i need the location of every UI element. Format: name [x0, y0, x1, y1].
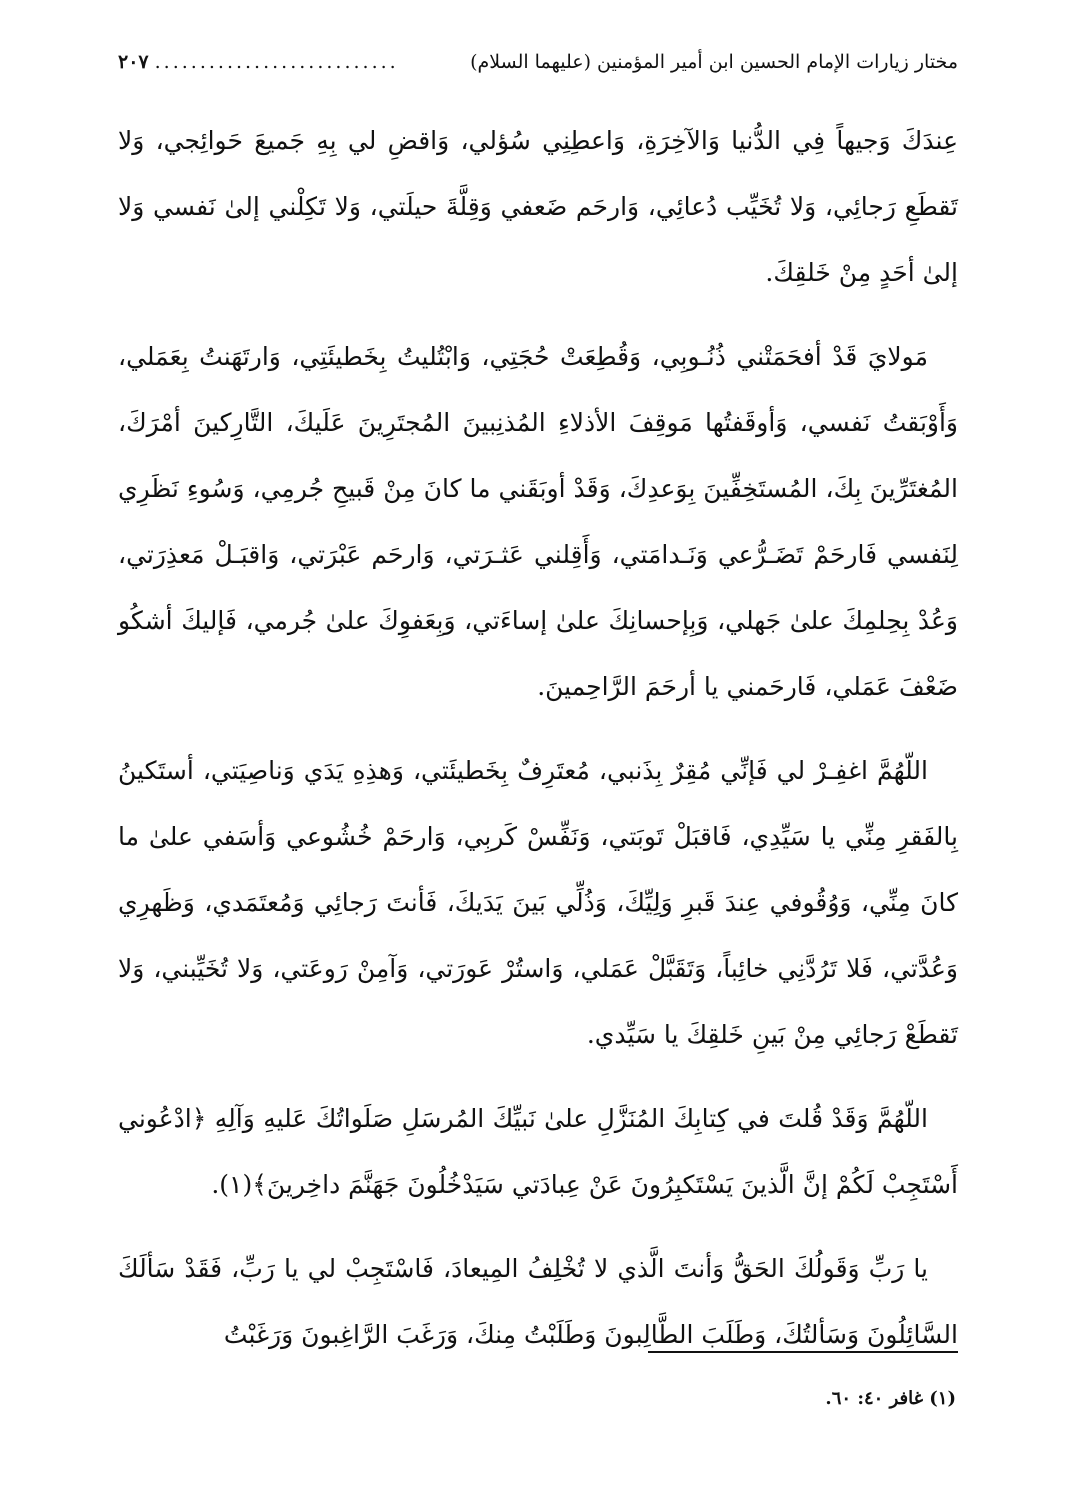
- running-header: [118, 42, 958, 82]
- header-title: مختار زيارات الإمام الحسين ابن أمير المؤمنين (عليهما السلام): [470, 51, 958, 73]
- paragraph: يا رَبِّ وَقَولُكَ الحَقُّ وَأنتَ الَّذي لا تُخْلِفُ المِيعادَ، فَاسْتَجِبْ لي يا رَبِّ، فَقَدْ سَألَكَ السَّائِلُونَ وَسَألتُكَ، وَطَلَبَ الطَّالِبونَ وَطَلَبْتُ مِنكَ، وَرَغَبَ الرَّاغِبونَ وَرَغَبْتُ: [118, 1254, 958, 1349]
- header-leader-dots: ...........................: [154, 51, 399, 73]
- paragraph: اللّهُمَّ اغفِـرْ لي فَإنِّي مُقِرٌ بِذَنبي، مُعتَرِفٌ بِخَطيئَتي، وَهذِهِ يَدَي وَناصِيَتي، أستَكينُ بِالفَقرِ مِنِّي يا سَيِّدِي، فَاقبَلْ تَوبَتي، وَنَفِّسْ كَربِي، وَارحَمْ خُشُوعي وَأسَفي علىٰ ما كانَ مِنِّي، وَوُقُوفي عِندَ قَبرِ وَلِيِّكَ، وَذُلِّي بَينَ يَدَيكَ، فَأنتَ رَجائِي وَمُعتَمَدي، وَظَهرِي وَعُدَّتي، فَلا تَرُدَّنِي خائِباً، وَتَقَبَّلْ عَمَلي، وَاستُرْ عَورَتي، وَآمِنْ رَوعَتي، وَلا تُخَيِّبني، وَلا تَقطَعْ رَجائِي مِنْ بَينِ خَلقِكَ يا سَيِّدي.: [118, 756, 958, 1049]
- paragraph: عِندَكَ وَجيهاً فِي الدُّنيا وَالآخِرَةِ، وَاعطِنِي سُؤلي، وَاقضِ لي بِهِ جَميعَ حَوائِجي، وَلا تَقطَعِ رَجائِي، وَلا تُخَيِّب دُعائِي، وَارحَم ضَعفي وَقِلَّةَ حيلَتي، وَلا تَكِلْني إلىٰ نَفسي وَلا إلىٰ أحَدٍ مِنْ خَلقِكَ.: [118, 126, 958, 287]
- paragraph: اللّهُمَّ وَقَدْ قُلتَ في كِتابِكَ المُنَزَّلِ علىٰ نَبيِّكَ المُرسَلِ صَلَواتُكَ عَليهِ وَآلِهِ ﴿ادْعُوني أَسْتَجِبْ لَكُمْ إنَّ الَّذينَ يَسْتَكبِرُونَ عَنْ عِبادَتي سَيَدْخُلُونَ جَهَنَّمَ داخِرينَ﴾(١).: [118, 1104, 958, 1199]
- footnote: (١) غافر ٤٠: ٦٠.: [825, 1388, 956, 1409]
- page-number: ٢٠٧: [118, 51, 149, 73]
- footnote-separator: [648, 1351, 958, 1353]
- paragraph: مَولايَ قَدْ أفحَمَتْني ذُنُـوبِي، وَقُطِعَتْ حُجَتِي، وَابْتُليتُ بِخَطيئَتِي، وَارتَهَنتُ بِعَمَلي، وَأَوْبَقتُ نَفسي، وَأوقَفتُها مَوقِفَ الأذلاءِ المُذنِبينَ المُجتَرِينَ عَلَيكَ، التَّارِكينَ أمْرَكَ، المُغتَرِّينَ بِكَ، المُستَخِفِّينَ بِوَعدِكَ، وَقَدْ أوبَقَني ما كانَ مِنْ قَبيحِ جُرمِي، وَسُوءِ نَظَرِي لِنَفسي فَارحَمْ تَضَـرُّعي وَنَـدامَتي، وَأَقِلني عَثـرَتي، وَارحَم عَبْرَتي، وَاقبَـلْ مَعذِرَتي، وَعُدْ بِحِلمِكَ علىٰ جَهلي، وَبِإحسانِكَ علىٰ إساءَتي، وَبِعَفوِكَ علىٰ جُرمي، فَإليكَ أشكُو ضَعْفَ عَمَلي، فَارحَمني يا أرحَمَ الرَّاحِمينَ.: [118, 342, 958, 701]
- body-text: [118, 108, 958, 1386]
